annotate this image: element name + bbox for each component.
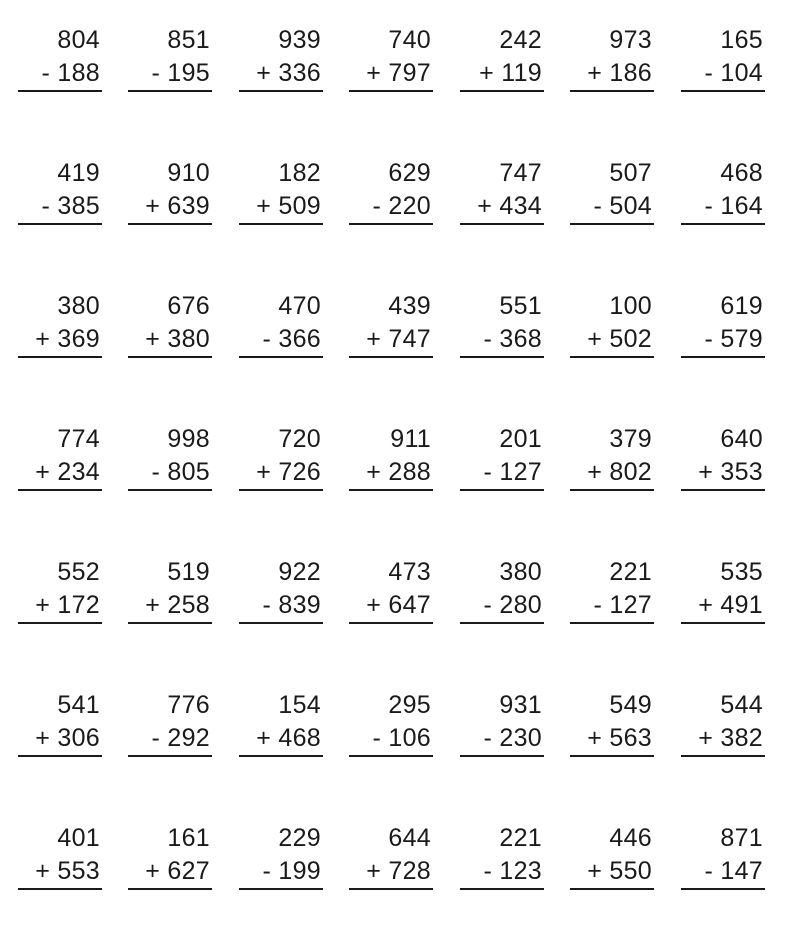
bottom-line — [145, 191, 210, 221]
operator: - — [704, 325, 714, 353]
top-number: 551 — [499, 292, 542, 320]
answer-line — [570, 888, 654, 890]
top-number: 100 — [609, 292, 652, 320]
answer-line — [239, 622, 323, 624]
problem-r6-c5 — [460, 690, 544, 770]
operator: + — [366, 59, 382, 87]
bottom-line — [35, 723, 100, 753]
bottom-number: 805 — [167, 458, 210, 486]
top-number: 401 — [57, 824, 100, 852]
problem-r6-c7 — [681, 690, 765, 770]
answer-line — [18, 223, 102, 225]
bottom-line — [145, 590, 210, 620]
top-number: 911 — [390, 425, 431, 453]
answer-line — [18, 755, 102, 757]
top-number: 439 — [388, 292, 431, 320]
top-number: 468 — [720, 159, 763, 187]
problem-r3-c1 — [18, 291, 102, 371]
top-number: 871 — [720, 824, 763, 852]
top-number: 931 — [499, 691, 542, 719]
bottom-line — [256, 457, 321, 487]
answer-line — [18, 90, 102, 92]
top-number: 470 — [278, 292, 321, 320]
answer-line — [460, 888, 544, 890]
bottom-line — [151, 723, 210, 753]
top-number: 851 — [167, 26, 210, 54]
bottom-number: 127 — [609, 591, 652, 619]
answer-line — [460, 489, 544, 491]
bottom-number: 106 — [388, 724, 431, 752]
problem-r6-c4 — [349, 690, 433, 770]
bottom-line — [704, 856, 763, 886]
bottom-line — [262, 324, 321, 354]
answer-line — [460, 223, 544, 225]
bottom-number: 839 — [278, 591, 321, 619]
bottom-line — [256, 191, 321, 221]
operator: + — [145, 325, 161, 353]
bottom-line — [698, 457, 763, 487]
answer-line — [460, 622, 544, 624]
bottom-number: 234 — [57, 458, 100, 486]
top-number: 535 — [720, 558, 763, 586]
bottom-number: 368 — [499, 325, 542, 353]
answer-line — [570, 223, 654, 225]
top-number: 182 — [278, 159, 321, 187]
bottom-line — [145, 324, 210, 354]
operator: + — [587, 857, 603, 885]
bottom-line — [35, 590, 100, 620]
answer-line — [681, 888, 765, 890]
top-number: 640 — [720, 425, 763, 453]
problem-r7-c7 — [681, 823, 765, 903]
problem-r6-c2 — [128, 690, 212, 770]
bottom-line — [587, 58, 652, 88]
top-number: 473 — [388, 558, 431, 586]
operator: + — [366, 458, 382, 486]
bottom-number: 199 — [278, 857, 321, 885]
bottom-number: 563 — [609, 724, 652, 752]
problem-r7-c3 — [239, 823, 323, 903]
bottom-line — [704, 191, 763, 221]
bottom-line — [704, 58, 763, 88]
top-number: 295 — [388, 691, 431, 719]
problem-r4-c1 — [18, 424, 102, 504]
operator: + — [366, 857, 382, 885]
answer-line — [681, 489, 765, 491]
operator: + — [587, 724, 603, 752]
operator: + — [35, 325, 51, 353]
bottom-number: 230 — [499, 724, 542, 752]
answer-line — [349, 223, 433, 225]
operator: + — [698, 458, 714, 486]
problem-r3-c2 — [128, 291, 212, 371]
bottom-line — [145, 856, 210, 886]
bottom-line — [587, 457, 652, 487]
operator: - — [704, 192, 714, 220]
problem-r3-c4 — [349, 291, 433, 371]
operator: - — [483, 857, 493, 885]
answer-line — [18, 888, 102, 890]
operator: + — [479, 59, 494, 87]
problem-r5-c7 — [681, 557, 765, 637]
top-number: 804 — [57, 26, 100, 54]
top-number: 939 — [278, 26, 321, 54]
answer-line — [681, 356, 765, 358]
top-number: 740 — [388, 26, 431, 54]
bottom-number: 468 — [278, 724, 321, 752]
bottom-line — [35, 457, 100, 487]
operator: - — [262, 591, 272, 619]
operator: - — [704, 59, 714, 87]
operator: + — [256, 724, 272, 752]
operator: + — [145, 857, 161, 885]
top-number: 544 — [720, 691, 763, 719]
operator: + — [366, 325, 382, 353]
problem-r4-c2 — [128, 424, 212, 504]
bottom-line — [698, 723, 763, 753]
problem-r1-c6 — [570, 25, 654, 105]
bottom-number: 579 — [720, 325, 763, 353]
operator: + — [145, 192, 161, 220]
problem-r1-c5 — [460, 25, 544, 105]
operator: + — [256, 192, 272, 220]
top-number: 380 — [499, 558, 542, 586]
top-number: 380 — [57, 292, 100, 320]
problem-r3-c3 — [239, 291, 323, 371]
bottom-number: 147 — [720, 857, 763, 885]
bottom-line — [477, 191, 542, 221]
bottom-line — [262, 856, 321, 886]
operator: + — [35, 591, 51, 619]
top-number: 774 — [57, 425, 100, 453]
bottom-line — [366, 856, 431, 886]
answer-line — [681, 223, 765, 225]
bottom-number: 553 — [57, 857, 100, 885]
problem-r6-c3 — [239, 690, 323, 770]
bottom-number: 306 — [57, 724, 100, 752]
problem-r1-c1 — [18, 25, 102, 105]
bottom-number: 728 — [388, 857, 431, 885]
top-number: 922 — [278, 558, 321, 586]
operator: - — [41, 192, 51, 220]
problem-r3-c7 — [681, 291, 765, 371]
top-number: 154 — [278, 691, 321, 719]
bottom-number: 491 — [720, 591, 763, 619]
answer-line — [128, 888, 212, 890]
bottom-number: 188 — [57, 59, 100, 87]
top-number: 644 — [388, 824, 431, 852]
bottom-line — [483, 590, 542, 620]
problem-r6-c1 — [18, 690, 102, 770]
problem-r4-c7 — [681, 424, 765, 504]
problem-r2-c3 — [239, 158, 323, 238]
bottom-number: 119 — [501, 59, 542, 87]
operator: - — [483, 325, 493, 353]
top-number: 549 — [609, 691, 652, 719]
top-number: 165 — [720, 26, 763, 54]
problem-r5-c4 — [349, 557, 433, 637]
problem-r7-c2 — [128, 823, 212, 903]
bottom-line — [483, 723, 542, 753]
bottom-number: 366 — [278, 325, 321, 353]
top-number: 161 — [167, 824, 210, 852]
problem-r4-c6 — [570, 424, 654, 504]
bottom-number: 550 — [609, 857, 652, 885]
operator: + — [256, 59, 272, 87]
problem-r7-c1 — [18, 823, 102, 903]
bottom-line — [256, 58, 321, 88]
bottom-number: 172 — [57, 591, 100, 619]
top-number: 229 — [278, 824, 321, 852]
answer-line — [239, 356, 323, 358]
operator: - — [41, 59, 51, 87]
operator: - — [151, 458, 161, 486]
top-number: 379 — [609, 425, 652, 453]
bottom-number: 369 — [57, 325, 100, 353]
problem-r2-c6 — [570, 158, 654, 238]
bottom-line — [587, 324, 652, 354]
bottom-number: 502 — [609, 325, 652, 353]
answer-line — [349, 356, 433, 358]
bottom-number: 647 — [388, 591, 431, 619]
answer-line — [128, 489, 212, 491]
operator: + — [698, 724, 714, 752]
problem-r5-c3 — [239, 557, 323, 637]
answer-line — [570, 90, 654, 92]
answer-line — [349, 622, 433, 624]
operator: + — [477, 192, 493, 220]
bottom-line — [41, 191, 100, 221]
top-number: 552 — [57, 558, 100, 586]
operator: + — [587, 59, 603, 87]
problem-r5-c2 — [128, 557, 212, 637]
answer-line — [349, 90, 433, 92]
bottom-line — [366, 324, 431, 354]
bottom-number: 353 — [720, 458, 763, 486]
answer-line — [239, 489, 323, 491]
bottom-number: 504 — [609, 192, 652, 220]
problem-r2-c7 — [681, 158, 765, 238]
top-number: 519 — [167, 558, 210, 586]
top-number: 619 — [720, 292, 763, 320]
answer-line — [18, 356, 102, 358]
operator: - — [483, 724, 493, 752]
top-number: 446 — [609, 824, 652, 852]
answer-line — [128, 90, 212, 92]
operator: - — [372, 724, 382, 752]
top-number: 676 — [167, 292, 210, 320]
answer-line — [570, 622, 654, 624]
problem-r5-c6 — [570, 557, 654, 637]
top-number: 419 — [57, 159, 100, 187]
bottom-number: 336 — [278, 59, 321, 87]
bottom-line — [483, 457, 542, 487]
bottom-line — [151, 457, 210, 487]
bottom-number: 726 — [278, 458, 321, 486]
bottom-number: 385 — [57, 192, 100, 220]
answer-line — [460, 755, 544, 757]
bottom-line — [698, 590, 763, 620]
bottom-line — [262, 590, 321, 620]
operator: + — [145, 591, 161, 619]
answer-line — [128, 356, 212, 358]
top-number: 541 — [57, 691, 100, 719]
bottom-line — [587, 723, 652, 753]
operator: + — [256, 458, 272, 486]
operator: + — [698, 591, 714, 619]
bottom-number: 797 — [388, 59, 431, 87]
answer-line — [239, 755, 323, 757]
problem-r1-c7 — [681, 25, 765, 105]
operator: + — [35, 857, 51, 885]
operator: - — [593, 192, 603, 220]
answer-line — [128, 622, 212, 624]
top-number: 973 — [609, 26, 652, 54]
bottom-line — [35, 324, 100, 354]
answer-line — [460, 90, 544, 92]
problem-r2-c1 — [18, 158, 102, 238]
bottom-line — [366, 457, 431, 487]
top-number: 221 — [499, 824, 542, 852]
bottom-line — [35, 856, 100, 886]
bottom-line — [372, 723, 431, 753]
bottom-line — [479, 58, 542, 88]
operator: - — [483, 591, 493, 619]
problem-r1-c2 — [128, 25, 212, 105]
bottom-line — [587, 856, 652, 886]
bottom-number: 123 — [499, 857, 542, 885]
bottom-line — [593, 590, 652, 620]
operator: - — [704, 857, 714, 885]
bottom-number: 258 — [167, 591, 210, 619]
bottom-number: 280 — [499, 591, 542, 619]
top-number: 221 — [609, 558, 652, 586]
answer-line — [349, 489, 433, 491]
problem-r2-c5 — [460, 158, 544, 238]
problem-r7-c5 — [460, 823, 544, 903]
top-number: 629 — [388, 159, 431, 187]
bottom-number: 292 — [167, 724, 210, 752]
answer-line — [570, 489, 654, 491]
problem-r7-c4 — [349, 823, 433, 903]
answer-line — [681, 755, 765, 757]
problem-r5-c5 — [460, 557, 544, 637]
answer-line — [128, 223, 212, 225]
operator: + — [587, 458, 603, 486]
bottom-number: 104 — [720, 59, 763, 87]
bottom-number: 509 — [278, 192, 321, 220]
operator: - — [151, 59, 161, 87]
answer-line — [570, 755, 654, 757]
top-number: 720 — [278, 425, 321, 453]
answer-line — [570, 356, 654, 358]
answer-line — [239, 90, 323, 92]
bottom-number: 220 — [388, 192, 431, 220]
bottom-number: 164 — [720, 192, 763, 220]
answer-line — [349, 888, 433, 890]
problem-r5-c1 — [18, 557, 102, 637]
operator: - — [593, 591, 603, 619]
answer-line — [239, 888, 323, 890]
problem-r4-c5 — [460, 424, 544, 504]
answer-line — [681, 622, 765, 624]
bottom-line — [151, 58, 210, 88]
top-number: 910 — [167, 159, 210, 187]
operator: - — [372, 192, 382, 220]
top-number: 201 — [499, 425, 542, 453]
top-number: 242 — [499, 26, 542, 54]
answer-line — [128, 755, 212, 757]
operator: - — [151, 724, 161, 752]
bottom-line — [372, 191, 431, 221]
bottom-line — [366, 590, 431, 620]
bottom-line — [593, 191, 652, 221]
bottom-line — [483, 856, 542, 886]
bottom-line — [483, 324, 542, 354]
operator: + — [366, 591, 382, 619]
bottom-number: 288 — [388, 458, 431, 486]
bottom-number: 186 — [609, 59, 652, 87]
operator: + — [35, 724, 51, 752]
answer-line — [460, 356, 544, 358]
top-number: 776 — [167, 691, 210, 719]
operator: - — [262, 857, 272, 885]
problem-r7-c6 — [570, 823, 654, 903]
problem-r4-c4 — [349, 424, 433, 504]
operator: + — [35, 458, 51, 486]
bottom-line — [41, 58, 100, 88]
answer-line — [18, 622, 102, 624]
bottom-number: 627 — [167, 857, 210, 885]
answer-line — [681, 90, 765, 92]
bottom-number: 380 — [167, 325, 210, 353]
bottom-number: 127 — [499, 458, 542, 486]
bottom-number: 434 — [499, 192, 542, 220]
bottom-line — [366, 58, 431, 88]
bottom-number: 802 — [609, 458, 652, 486]
problem-r1-c3 — [239, 25, 323, 105]
bottom-number: 382 — [720, 724, 763, 752]
bottom-line — [704, 324, 763, 354]
bottom-number: 747 — [388, 325, 431, 353]
problem-r3-c5 — [460, 291, 544, 371]
operator: - — [262, 325, 272, 353]
bottom-line — [256, 723, 321, 753]
problem-r2-c2 — [128, 158, 212, 238]
problem-r4-c3 — [239, 424, 323, 504]
bottom-number: 195 — [167, 59, 210, 87]
operator: + — [587, 325, 603, 353]
top-number: 747 — [499, 159, 542, 187]
problem-r3-c6 — [570, 291, 654, 371]
top-number: 998 — [167, 425, 210, 453]
answer-line — [239, 223, 323, 225]
problem-r1-c4 — [349, 25, 433, 105]
answer-line — [349, 755, 433, 757]
answer-line — [18, 489, 102, 491]
top-number: 507 — [609, 159, 652, 187]
problem-r2-c4 — [349, 158, 433, 238]
operator: - — [483, 458, 493, 486]
problem-r6-c6 — [570, 690, 654, 770]
bottom-number: 639 — [167, 192, 210, 220]
